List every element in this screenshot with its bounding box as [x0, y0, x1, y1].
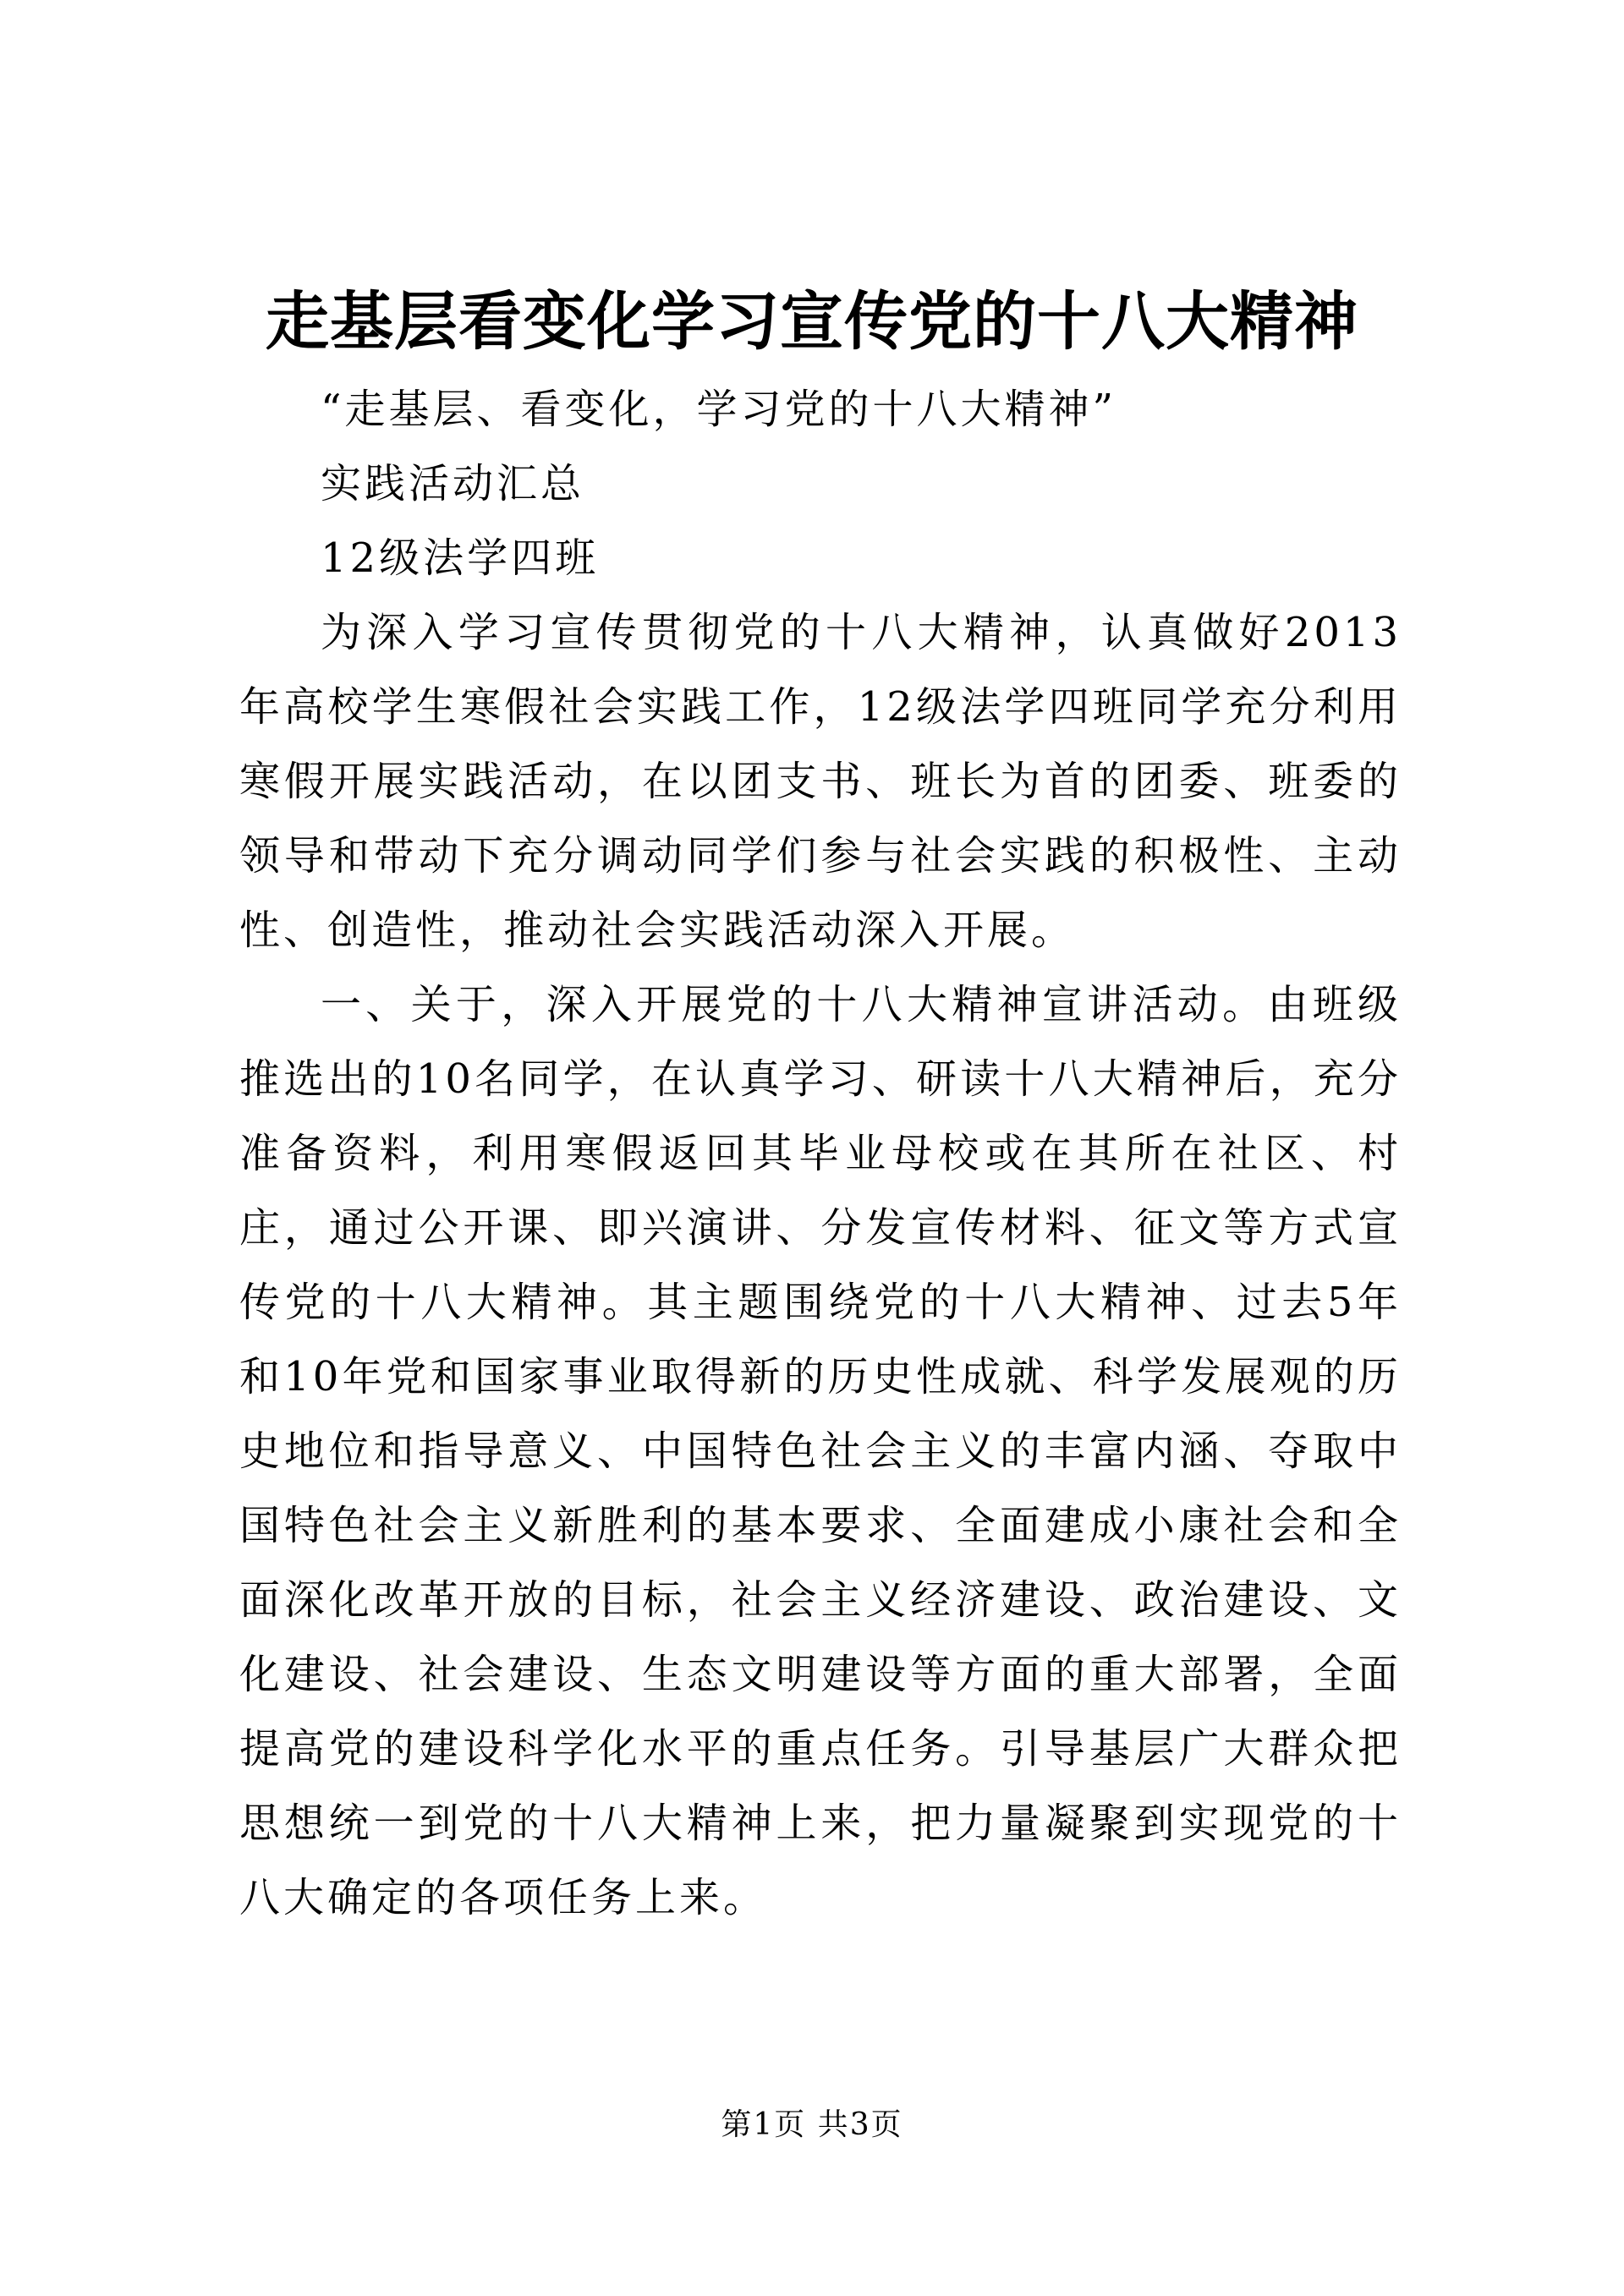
- page-number-footer: 第1页 共3页: [721, 2107, 903, 2142]
- paragraph-section-one: 一、关于，深入开展党的十八大精神宣讲活动。由班级推选出的10名同学，在认真学习、研读十八大精神后，充分准备资料，利用寒假返回其毕业母校或在其所在社区、村庄，通过公开课、即兴演讲、分发宣传材料、征文等方式宣传党的十八大精神。其主题围绕党的十八大精神、过去5年和10年党和国家事业取得新的历史性成就、科学发展观的历史地位和指导意义、中国特色社会主义的丰富内涵、夺取中国特色社会主义新胜利的基本要求、全面建成小康社会和全面深化改革开放的目标，社会主义经济建设、政治建设、文化建设、社会建设、生态文明建设等方面的重大部署，全面提高党的建设科学化水平的重点任务。引导基层广大群众把思想统一到党的十八大精神上来，把力量凝聚到实现党的十八大确定的各项任务上来。: [239, 981, 1402, 1921]
- document-body: [239, 372, 1402, 1935]
- subtitle-line: “走基层、看变化，学习党的十八大精神”: [321, 386, 1117, 433]
- class-name-line: 12级法学四班: [321, 534, 600, 582]
- summary-heading: 实践活动汇总: [321, 460, 585, 507]
- paragraph-intro: 为深入学习宣传贯彻党的十八大精神，认真做好2013年高校学生寒假社会实践工作，12级法学四班同学充分利用寒假开展实践活动，在以团支书、班长为首的团委、班委的领导和带动下充分调动同学们参与社会实践的积极性、主动性、创造性，推动社会实践活动深入开展。: [239, 609, 1402, 954]
- document-title: 走基层看变化学习宣传党的十八大精神: [265, 284, 1358, 359]
